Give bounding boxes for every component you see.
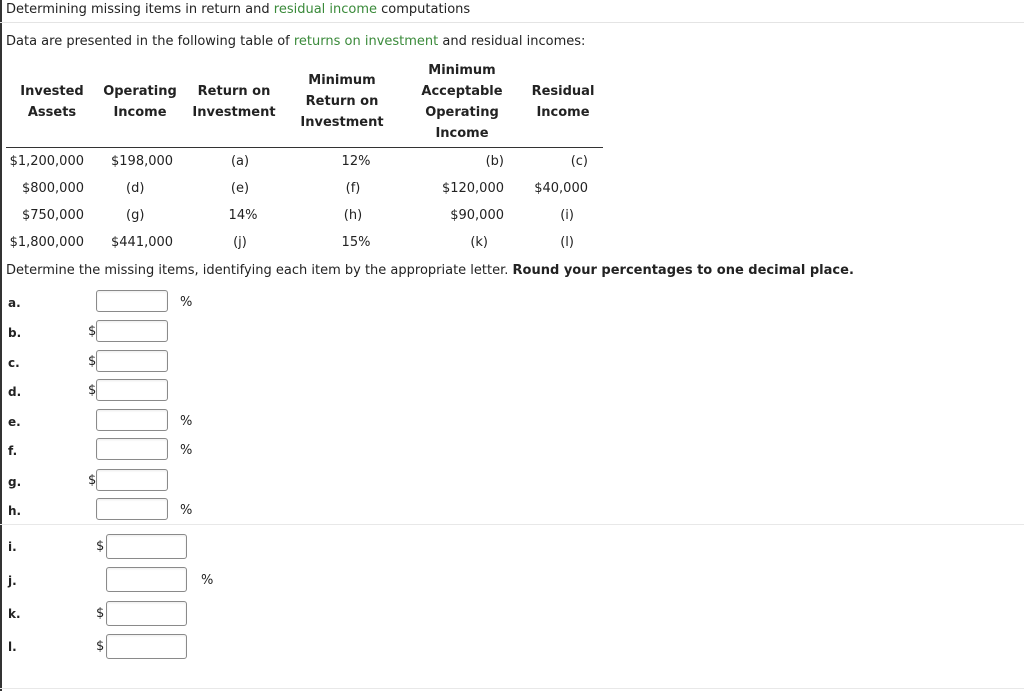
table-cell: (f) [345,181,361,196]
percent-suffix: % [201,573,214,588]
answer-label: a. [8,296,21,310]
answer-f-input[interactable] [96,438,168,460]
table-cell: (d) [126,181,145,196]
table-cell: (k) [470,235,488,250]
header-line: Assets [27,105,77,120]
answer-label: g. [8,475,22,489]
header-line: Minimum [428,63,496,78]
header-line: Return on [305,94,379,109]
residual-income-link[interactable]: residual income [273,2,378,17]
intro-prefix: Data are presented in the following table of [6,34,294,49]
table-cell: (a) [230,154,250,169]
header-minimum-acceptable-operating-income [412,60,512,144]
table-cell: 14% [228,208,258,223]
table-cell: $120,000 [441,181,504,196]
table-cell: (h) [343,208,363,223]
dollar-prefix: $ [96,639,105,654]
header-return-on-investment [188,81,280,123]
instructions [6,263,854,278]
header-line: Investment [192,105,276,120]
dollar-prefix: $ [96,539,105,554]
left-border [0,0,2,691]
answer-label: j. [8,574,17,588]
answer-a-input[interactable] [96,290,168,312]
bottom-divider [0,688,1024,689]
percent-suffix: % [180,503,193,518]
percent-suffix: % [180,414,193,429]
answer-b-input[interactable] [96,320,168,342]
answer-label: k. [8,607,21,621]
instructions-rounding-note: Round your percentages to one decimal place. [512,263,854,278]
instructions-text: Determine the missing items, identifying each item by the appropriate letter. [6,263,513,278]
answer-j-input[interactable] [106,567,187,592]
returns-on-investment-link[interactable]: returns on investment [293,34,439,49]
answer-label: e. [8,415,21,429]
header-line: Return on [197,84,271,99]
section-divider [0,524,1024,525]
title-suffix: computations [377,2,471,17]
header-line: Income [536,105,590,120]
header-line: Minimum [308,73,376,88]
header-invested-assets [12,81,92,123]
table-cell: (c) [570,154,588,169]
header-line: Income [113,105,167,120]
answer-l-input[interactable] [106,634,187,659]
answer-g-input[interactable] [96,469,168,491]
header-residual-income [522,81,604,123]
answer-i-input[interactable] [106,534,187,559]
answer-label: b. [8,326,22,340]
header-line: Invested [20,84,84,99]
header-line: Investment [300,115,384,130]
table-cell: $1,200,000 [9,154,84,169]
percent-suffix: % [180,295,193,310]
header-line: Operating [425,105,499,120]
table-cell: (l) [560,235,574,250]
header-line: Residual [531,84,595,99]
answer-e-input[interactable] [96,409,168,431]
header-line: Operating [103,84,177,99]
answer-label: l. [8,640,17,654]
table-cell: (g) [126,208,145,223]
table-cell: $441,000 [111,235,174,250]
intro-suffix: and residual incomes: [438,34,586,49]
table-cell: $750,000 [21,208,84,223]
dollar-prefix: $ [88,354,97,369]
answer-label: i. [8,540,17,554]
table-cell: (i) [560,208,574,223]
answer-label: f. [8,444,18,458]
dollar-prefix: $ [88,324,97,339]
answer-label: h. [8,504,22,518]
header-minimum-return-on-investment [292,70,392,133]
table-cell: 15% [341,235,371,250]
header-rule [6,147,603,148]
answer-d-input[interactable] [96,379,168,401]
table-cell: (e) [230,181,250,196]
dollar-prefix: $ [88,473,97,488]
header-line: Acceptable [421,84,503,99]
table-cell: (b) [485,154,504,169]
header-line: Income [435,126,489,141]
dollar-prefix: $ [88,383,97,398]
page-title [6,2,470,17]
table-cell: $198,000 [111,154,174,169]
table-cell: $800,000 [21,181,84,196]
answer-label: c. [8,356,20,370]
intro-text [6,34,585,49]
table-cell: 12% [341,154,371,169]
table-cell: $1,800,000 [9,235,84,250]
header-operating-income [100,81,180,123]
table-cell: $40,000 [534,181,588,196]
answer-c-input[interactable] [96,350,168,372]
answer-h-input[interactable] [96,498,168,520]
answer-k-input[interactable] [106,601,187,626]
title-prefix: Determining missing items in return and [6,2,274,17]
answer-label: d. [8,385,22,399]
title-divider [0,22,1024,23]
table-cell: (j) [233,235,247,250]
table-cell: $90,000 [450,208,504,223]
dollar-prefix: $ [96,606,105,621]
percent-suffix: % [180,443,193,458]
